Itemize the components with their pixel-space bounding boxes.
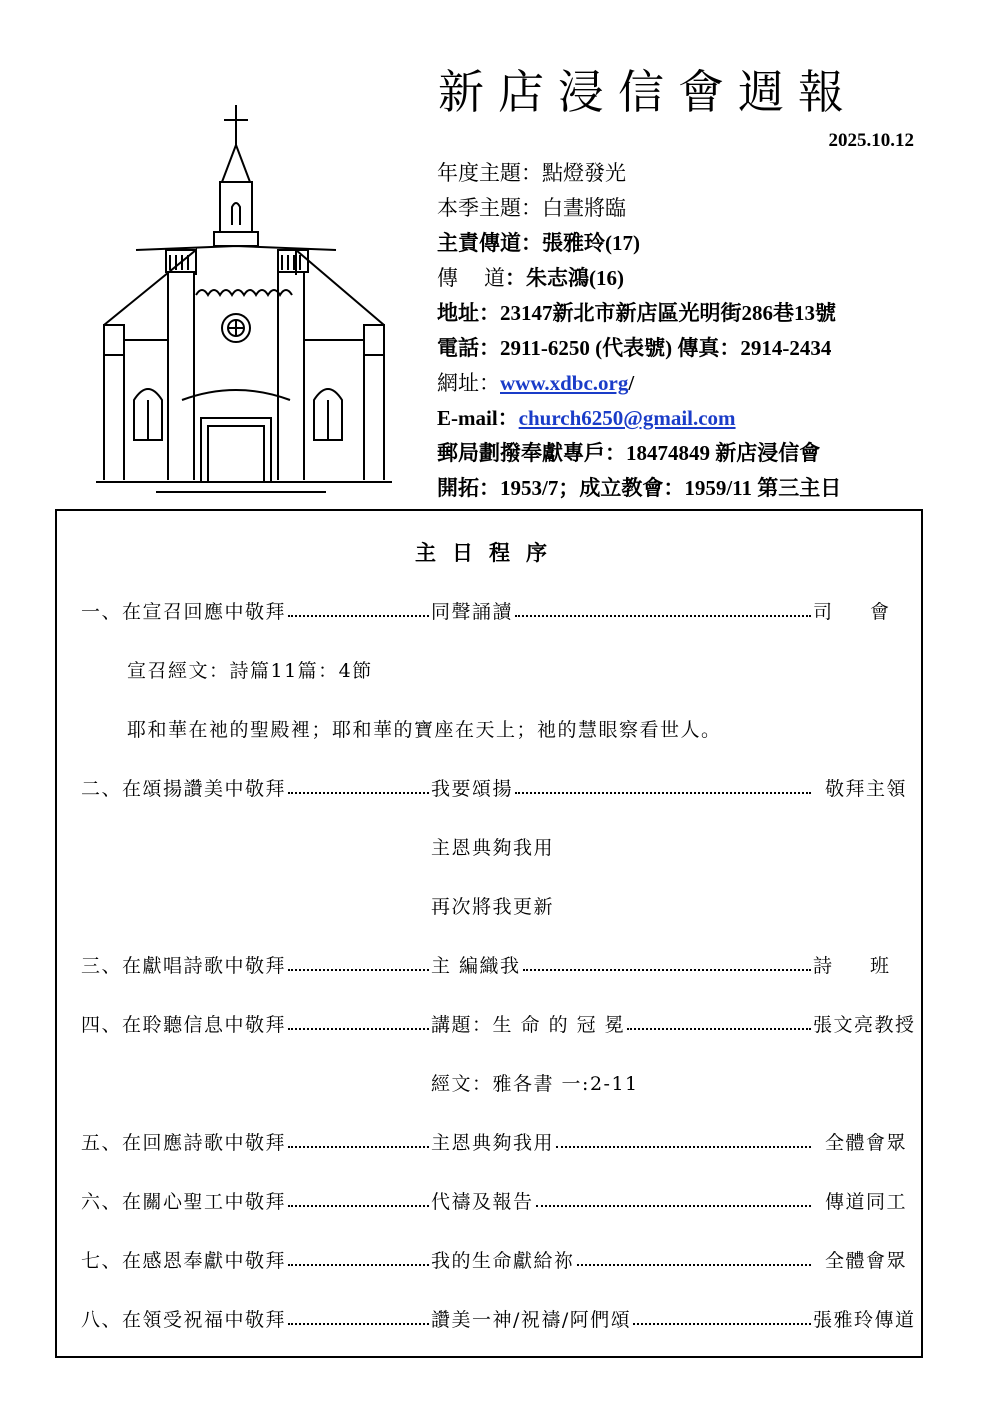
email-link[interactable]: church6250@gmail.com xyxy=(518,406,736,430)
program-row: 二、在頌揚讚美中敬拜 我要頌揚 敬拜主領 xyxy=(81,778,907,800)
founded: 開拓：1953/7；成立教會：1959/11 第三主日 xyxy=(437,476,842,500)
phone: 電話：2911-6250 (代表號) 傳真：2914-2434 xyxy=(437,336,832,360)
pastor: 傳道：朱志鴻(16) xyxy=(437,266,624,290)
program-row: 八、在領受祝福中敬拜 讚美一神/祝禱/阿們頌 張雅玲傳道 xyxy=(81,1309,916,1331)
season-theme: 本季主題：白晝將臨 xyxy=(437,196,626,220)
program-box xyxy=(55,509,928,1358)
call-scripture: 宣召經文：詩篇11篇：4節 xyxy=(127,660,373,682)
call-verse: 耶和華在祂的聖殿裡；耶和華的寶座在天上；祂的慧眼察看世人。 xyxy=(127,719,722,741)
song-2: 再次將我更新 xyxy=(431,896,555,918)
program-row: 七、在感恩奉獻中敬拜 我的生命獻給祢 全體會眾 xyxy=(81,1250,907,1272)
sermon-scripture: 經文：雅各書 一:2-11 xyxy=(431,1073,639,1095)
email: E-mail：church6250@gmail.com xyxy=(437,406,736,430)
annual-theme: 年度主題：點燈發光 xyxy=(437,161,626,185)
bulletin-title: 新店浸信會週報 xyxy=(438,65,858,119)
postal-account: 郵局劃撥奉獻專戶：18474849 新店浸信會 xyxy=(437,441,821,465)
program-row: 一、在宣召回應中敬拜 同聲誦讀 司會 xyxy=(81,601,928,623)
program-title: 主日程序 xyxy=(415,541,563,565)
website-link[interactable]: www.xdbc.org xyxy=(500,371,629,395)
song-1: 主恩典夠我用 xyxy=(431,837,555,859)
program-row: 六、在關心聖工中敬拜 代禱及報告 傳道同工 xyxy=(81,1191,907,1213)
lead-pastor: 主責傳道：張雅玲(17) xyxy=(437,231,640,255)
bulletin-date: 2025.10.12 xyxy=(828,130,914,151)
church-info xyxy=(437,156,957,506)
program-row: 四、在聆聽信息中敬拜 講題：生 命 的 冠 冕 張文亮教授 xyxy=(81,1014,916,1036)
church-illustration xyxy=(96,100,392,498)
address: 地址：23147新北市新店區光明街286巷13號 xyxy=(437,301,836,325)
program-row: 三、在獻唱詩歌中敬拜 主 編織我 詩班 xyxy=(81,955,928,977)
website: 網址：www.xdbc.org/ xyxy=(437,371,635,395)
program-row: 五、在回應詩歌中敬拜 主恩典夠我用 全體會眾 xyxy=(81,1132,907,1154)
